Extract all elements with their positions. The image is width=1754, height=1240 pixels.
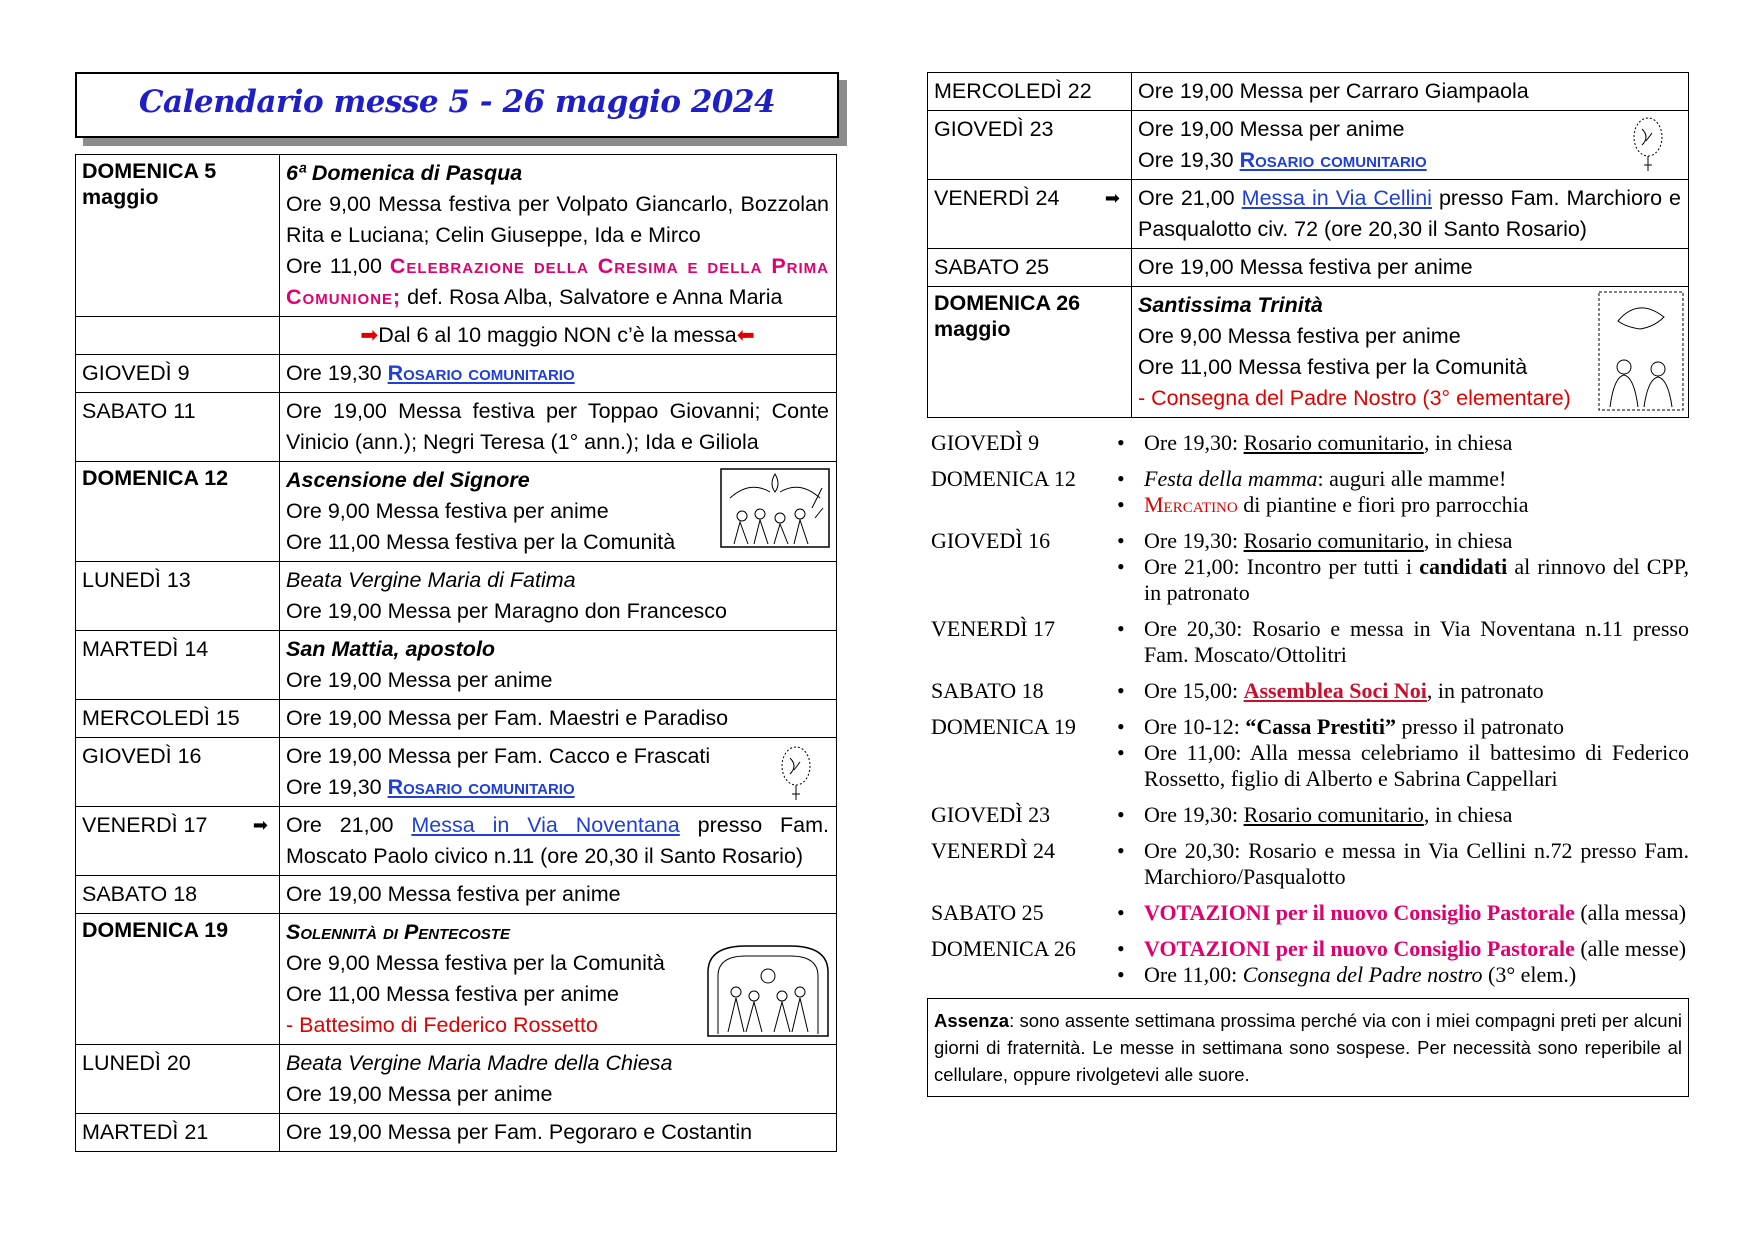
event-text: (alle messe): [1574, 936, 1687, 961]
list-item: • Ore 20,30: Rosario e messa in Via Cellini n.72 presso Fam. Marchioro/Pasqualotto: [1111, 838, 1689, 890]
table-row: [76, 1045, 837, 1114]
schedule-table-right: [927, 72, 1689, 418]
day-label: VENERDÌ 17: [82, 813, 208, 837]
entry-cell: [1132, 180, 1689, 249]
table-row: [76, 700, 837, 738]
trinity-illustration-icon: [1598, 291, 1684, 411]
entry-cell: Ore 19,00 Messa per Carraro Giampaola: [1132, 73, 1689, 111]
event-items: [1111, 466, 1689, 518]
table-row: [76, 738, 837, 807]
arrow-right-icon: ➡: [1104, 188, 1120, 208]
entry-cell: [280, 462, 837, 562]
table-row: [76, 914, 837, 1045]
event-row: [927, 838, 1689, 890]
mass-location-link[interactable]: Messa in Via Cellini: [1241, 186, 1432, 210]
calendar-title-box: [75, 72, 839, 138]
rosary-link[interactable]: Rosario comunitario: [387, 361, 575, 385]
entry-cell: Ore 19,00 Messa per Fam. Maestri e Paradiso: [280, 700, 837, 738]
event-row: [927, 678, 1689, 704]
event-title: Festa della mamma: [1144, 466, 1318, 491]
event-day: VENERDÌ 24: [931, 838, 1056, 863]
note-text: : sono assente settimana prossima perché via con i miei compagni preti per alcuni giorni di fraternità. Le messe in settimana sono sospese. Per necessità sono reperibile al cellulare, oppure rivolgetevi alle suore.: [934, 1010, 1682, 1085]
day-cell: [76, 317, 280, 355]
mass-time: Ore 21,00: [1138, 186, 1242, 210]
event-items: [1111, 802, 1689, 828]
mass-time: Ore 19,30: [1138, 148, 1240, 172]
day-cell: DOMENICA 26 maggio: [928, 287, 1132, 418]
mass-line: [286, 772, 829, 803]
list-item: • Ore 20,30: Rosario e messa in Via Noventana n.11 presso Fam. Moscato/Ottolitri: [1111, 616, 1689, 668]
table-row: [76, 562, 837, 631]
entry-cell: [280, 355, 837, 393]
mass-time: Ore 11,00: [286, 254, 390, 278]
mass-line: Ore 19,00 Messa per Fam. Cacco e Frascati: [286, 744, 711, 768]
ascension-illustration-icon: [720, 468, 830, 548]
event-items: [1111, 838, 1689, 890]
entry-cell: [280, 562, 837, 631]
arrow-right-icon: ➡: [360, 323, 379, 347]
event-day: DOMENICA 26: [931, 936, 1076, 961]
event-text: (3° elem.): [1482, 962, 1577, 987]
day-label: VENERDÌ 24: [934, 186, 1060, 210]
table-row: [76, 393, 837, 462]
day-cell: MERCOLEDÌ 15: [76, 700, 280, 738]
feast-name: Santissima Trinità: [1138, 293, 1323, 317]
event-text: al rinnovo del CPP, in patronato: [1144, 554, 1689, 605]
event-row: [927, 466, 1689, 518]
event-text: : Alla messa celebriamo il battesimo di Federico Rossetto, figlio di Alberto e Sabrina Cappellari: [1144, 740, 1690, 791]
feast-name: Ascensione del Signore: [286, 468, 530, 492]
arrow-right-icon: ➡: [252, 815, 268, 835]
entry-cell: Ore 19,00 Messa festiva per Toppao Giovanni; Conte Vinicio (ann.); Negri Teresa (1° ann.); Ida e Giliola: [280, 393, 837, 462]
table-row: [928, 287, 1689, 418]
table-row: [76, 462, 837, 562]
list-item: [1111, 714, 1689, 740]
mass-line: [286, 251, 829, 313]
event-text: (alla messa): [1574, 900, 1687, 925]
event-row: [927, 900, 1689, 926]
entry-cell: [280, 914, 837, 1045]
entry-cell: [280, 631, 837, 700]
arrow-left-icon: ⬅: [736, 323, 755, 347]
baptism-line: - Battesimo di Federico Rossetto: [286, 1013, 598, 1037]
event-title: Rosario comunitario: [1243, 430, 1424, 455]
event-row: [927, 802, 1689, 828]
list-item: [1111, 740, 1689, 792]
event-time: Ore 10-12:: [1144, 714, 1246, 739]
event-day: DOMENICA 19: [931, 714, 1076, 739]
list-item: [1111, 900, 1689, 926]
event-title: VOTAZIONI per il nuovo Consiglio Pastorale: [1144, 936, 1575, 961]
rosary-link[interactable]: Rosario comunitario: [1239, 148, 1427, 172]
event-place: , in chiesa: [1423, 802, 1513, 827]
day-cell: GIOVEDÌ 23: [928, 111, 1132, 180]
table-row: [76, 631, 837, 700]
rosary-icon: [1630, 115, 1666, 173]
event-row: [927, 430, 1689, 456]
day-cell: SABATO 25: [928, 249, 1132, 287]
event-items: [1111, 936, 1689, 988]
mass-time: Ore 19,30: [286, 361, 388, 385]
mass-line: Ore 19,00 Messa per anime: [286, 668, 553, 692]
mass-time: Ore 21,00: [286, 813, 412, 837]
feast-name: Solennità di Pentecoste: [286, 920, 510, 944]
day-cell: GIOVEDÌ 9: [76, 355, 280, 393]
event-title: VOTAZIONI per il nuovo Consiglio Pastorale: [1144, 900, 1575, 925]
event-emphasis: candidati: [1419, 554, 1508, 579]
right-column: [927, 72, 1689, 1097]
entry-cell: Ore 19,00 Messa festiva per anime: [1132, 249, 1689, 287]
events-list: [927, 430, 1689, 988]
absence-note: [927, 998, 1689, 1097]
mass-line: Ore 9,00 Messa festiva per la Comunità: [286, 951, 665, 975]
entry-cell: [280, 807, 837, 876]
table-row: [76, 155, 837, 317]
event-place: , in chiesa: [1423, 528, 1513, 553]
notice-text: Dal 6 al 10 maggio NON c’è la messa: [378, 323, 737, 347]
event-text: : auguri alle mamme!: [1317, 466, 1507, 491]
entry-cell: [280, 738, 837, 807]
event-items: [1111, 678, 1689, 704]
day-cell: LUNEDÌ 20: [76, 1045, 280, 1114]
event-title: Rosario comunitario: [1243, 802, 1424, 827]
mass-location-link[interactable]: Messa in Via Noventana: [411, 813, 680, 837]
padre-nostro-line: - Consegna del Padre Nostro (3° elementare): [1138, 386, 1571, 410]
event-text: Ore 21,00: Incontro per tutti i: [1144, 554, 1420, 579]
day-cell: SABATO 18: [76, 876, 280, 914]
mass-line: Ore 19,00 Messa per Maragno don Francesco: [286, 599, 727, 623]
assembly-link[interactable]: Assemblea Soci Noi: [1243, 678, 1427, 703]
day-cell: MERCOLEDÌ 22: [928, 73, 1132, 111]
event-day: GIOVEDÌ 16: [931, 528, 1051, 553]
schedule-table-left: [75, 154, 837, 1152]
event-items: [1111, 528, 1689, 606]
table-row: [76, 317, 837, 355]
event-text: di piantine e fiori pro parrocchia: [1237, 492, 1529, 517]
event-place: , in patronato: [1426, 678, 1544, 703]
event-time: Ore 19,30:: [1144, 528, 1244, 553]
list-item: [1111, 430, 1689, 456]
mass-details: presso Fam. Marchioro e Pasqualotto civ. 72 (ore 20,30 il Santo Rosario): [1138, 186, 1681, 241]
mass-intentions: def. Rosa Alba, Salvatore e Anna Maria: [401, 285, 783, 309]
event-items: [1111, 900, 1689, 926]
table-row: [928, 73, 1689, 111]
day-cell: MARTEDÌ 14: [76, 631, 280, 700]
feast-name: San Mattia, apostolo: [286, 637, 496, 661]
entry-cell: [1132, 111, 1689, 180]
day-cell: GIOVEDÌ 16: [76, 738, 280, 807]
mass-line: Ore 9,00 Messa festiva per anime: [286, 499, 609, 523]
event-row: [927, 714, 1689, 792]
day-cell: DOMENICA 12: [76, 462, 280, 562]
event-day: SABATO 18: [931, 678, 1044, 703]
event-row: [927, 616, 1689, 668]
note-label: Assenza: [934, 1010, 1010, 1031]
table-row: [76, 807, 837, 876]
table-row: [928, 180, 1689, 249]
event-highlight: Celebrazione della Cresima e della Prima Comunione;: [286, 254, 829, 309]
entry-cell: [1132, 287, 1689, 418]
rosary-icon: [778, 744, 814, 802]
list-item: [1111, 962, 1689, 988]
list-item: [1111, 678, 1689, 704]
event-time: Ore 19,30:: [1144, 430, 1244, 455]
list-item: [1111, 466, 1689, 492]
entry-cell: Ore 19,00 Messa festiva per anime: [280, 876, 837, 914]
day-cell: DOMENICA 5 maggio: [76, 155, 280, 317]
event-row: [927, 528, 1689, 606]
event-time: Ore 11,00: [1144, 740, 1236, 765]
event-day: GIOVEDÌ 9: [931, 430, 1040, 455]
entry-cell: [280, 1045, 837, 1114]
mass-time: Ore 19,30: [286, 775, 388, 799]
rosary-link[interactable]: Rosario comunitario: [387, 775, 575, 799]
event-day: SABATO 25: [931, 900, 1044, 925]
day-cell: LUNEDÌ 13: [76, 562, 280, 631]
event-day: GIOVEDÌ 23: [931, 802, 1051, 827]
table-row: [76, 876, 837, 914]
table-row: [76, 1114, 837, 1152]
event-day: DOMENICA 12: [931, 466, 1076, 491]
list-item: [1111, 936, 1689, 962]
mass-line: Ore 19,00 Messa per anime: [1138, 117, 1405, 141]
entry-cell: [280, 155, 837, 317]
event-place: , in chiesa: [1423, 430, 1513, 455]
event-row: [927, 936, 1689, 988]
mass-line: Ore 11,00 Messa festiva per la Comunità: [286, 530, 676, 554]
event-place: presso il patronato: [1395, 714, 1564, 739]
mass-line: Ore 11,00 Messa festiva per anime: [286, 982, 620, 1006]
day-cell: [76, 807, 280, 876]
event-day: VENERDÌ 17: [931, 616, 1056, 641]
entry-cell: Ore 19,00 Messa per Fam. Pegoraro e Costantin: [280, 1114, 837, 1152]
event-items: [1111, 430, 1689, 456]
table-row: [928, 111, 1689, 180]
mass-line: Ore 9,00 Messa festiva per anime: [1138, 324, 1461, 348]
list-item: [1111, 528, 1689, 554]
day-cell: MARTEDÌ 21: [76, 1114, 280, 1152]
day-cell: SABATO 11: [76, 393, 280, 462]
calendar-title: Calendario messe 5 - 26 maggio 2024: [138, 84, 776, 120]
list-item: [1111, 554, 1689, 606]
event-time: Ore 19,30:: [1144, 802, 1244, 827]
pentecost-illustration-icon: [706, 942, 830, 1038]
list-item: [1111, 802, 1689, 828]
event-time: Ore 11,00:: [1144, 962, 1243, 987]
feast-name: Beata Vergine Maria di Fatima: [286, 568, 576, 592]
mass-line: Ore 9,00 Messa festiva per Volpato Giancarlo, Bozzolan Rita e Luciana; Celin Giuseppe, Ida e Mirco: [286, 192, 829, 247]
left-column: [75, 72, 837, 1152]
notice-cell: [280, 317, 837, 355]
table-row: [928, 249, 1689, 287]
day-cell: DOMENICA 19: [76, 914, 280, 1045]
event-items: [1111, 616, 1689, 668]
mass-line: Ore 19,00 Messa per anime: [286, 1082, 553, 1106]
event-title: “Cassa Prestiti”: [1245, 714, 1396, 739]
day-cell: [928, 180, 1132, 249]
table-row: [76, 355, 837, 393]
event-title: Consegna del Padre nostro: [1242, 962, 1483, 987]
event-time: Ore 15,00:: [1144, 678, 1244, 703]
feast-name: 6ª Domenica di Pasqua: [286, 161, 523, 185]
event-items: [1111, 714, 1689, 792]
mass-details: presso Fam. Moscato Paolo civico n.11 (ore 20,30 il Santo Rosario): [286, 813, 829, 868]
list-item: [1111, 492, 1689, 518]
mass-line: Ore 11,00 Messa festiva per la Comunità: [1138, 355, 1528, 379]
mass-line: [1138, 145, 1681, 176]
feast-name: Beata Vergine Maria Madre della Chiesa: [286, 1051, 673, 1075]
event-title: Mercatino: [1144, 492, 1238, 517]
event-title: Rosario comunitario: [1243, 528, 1424, 553]
